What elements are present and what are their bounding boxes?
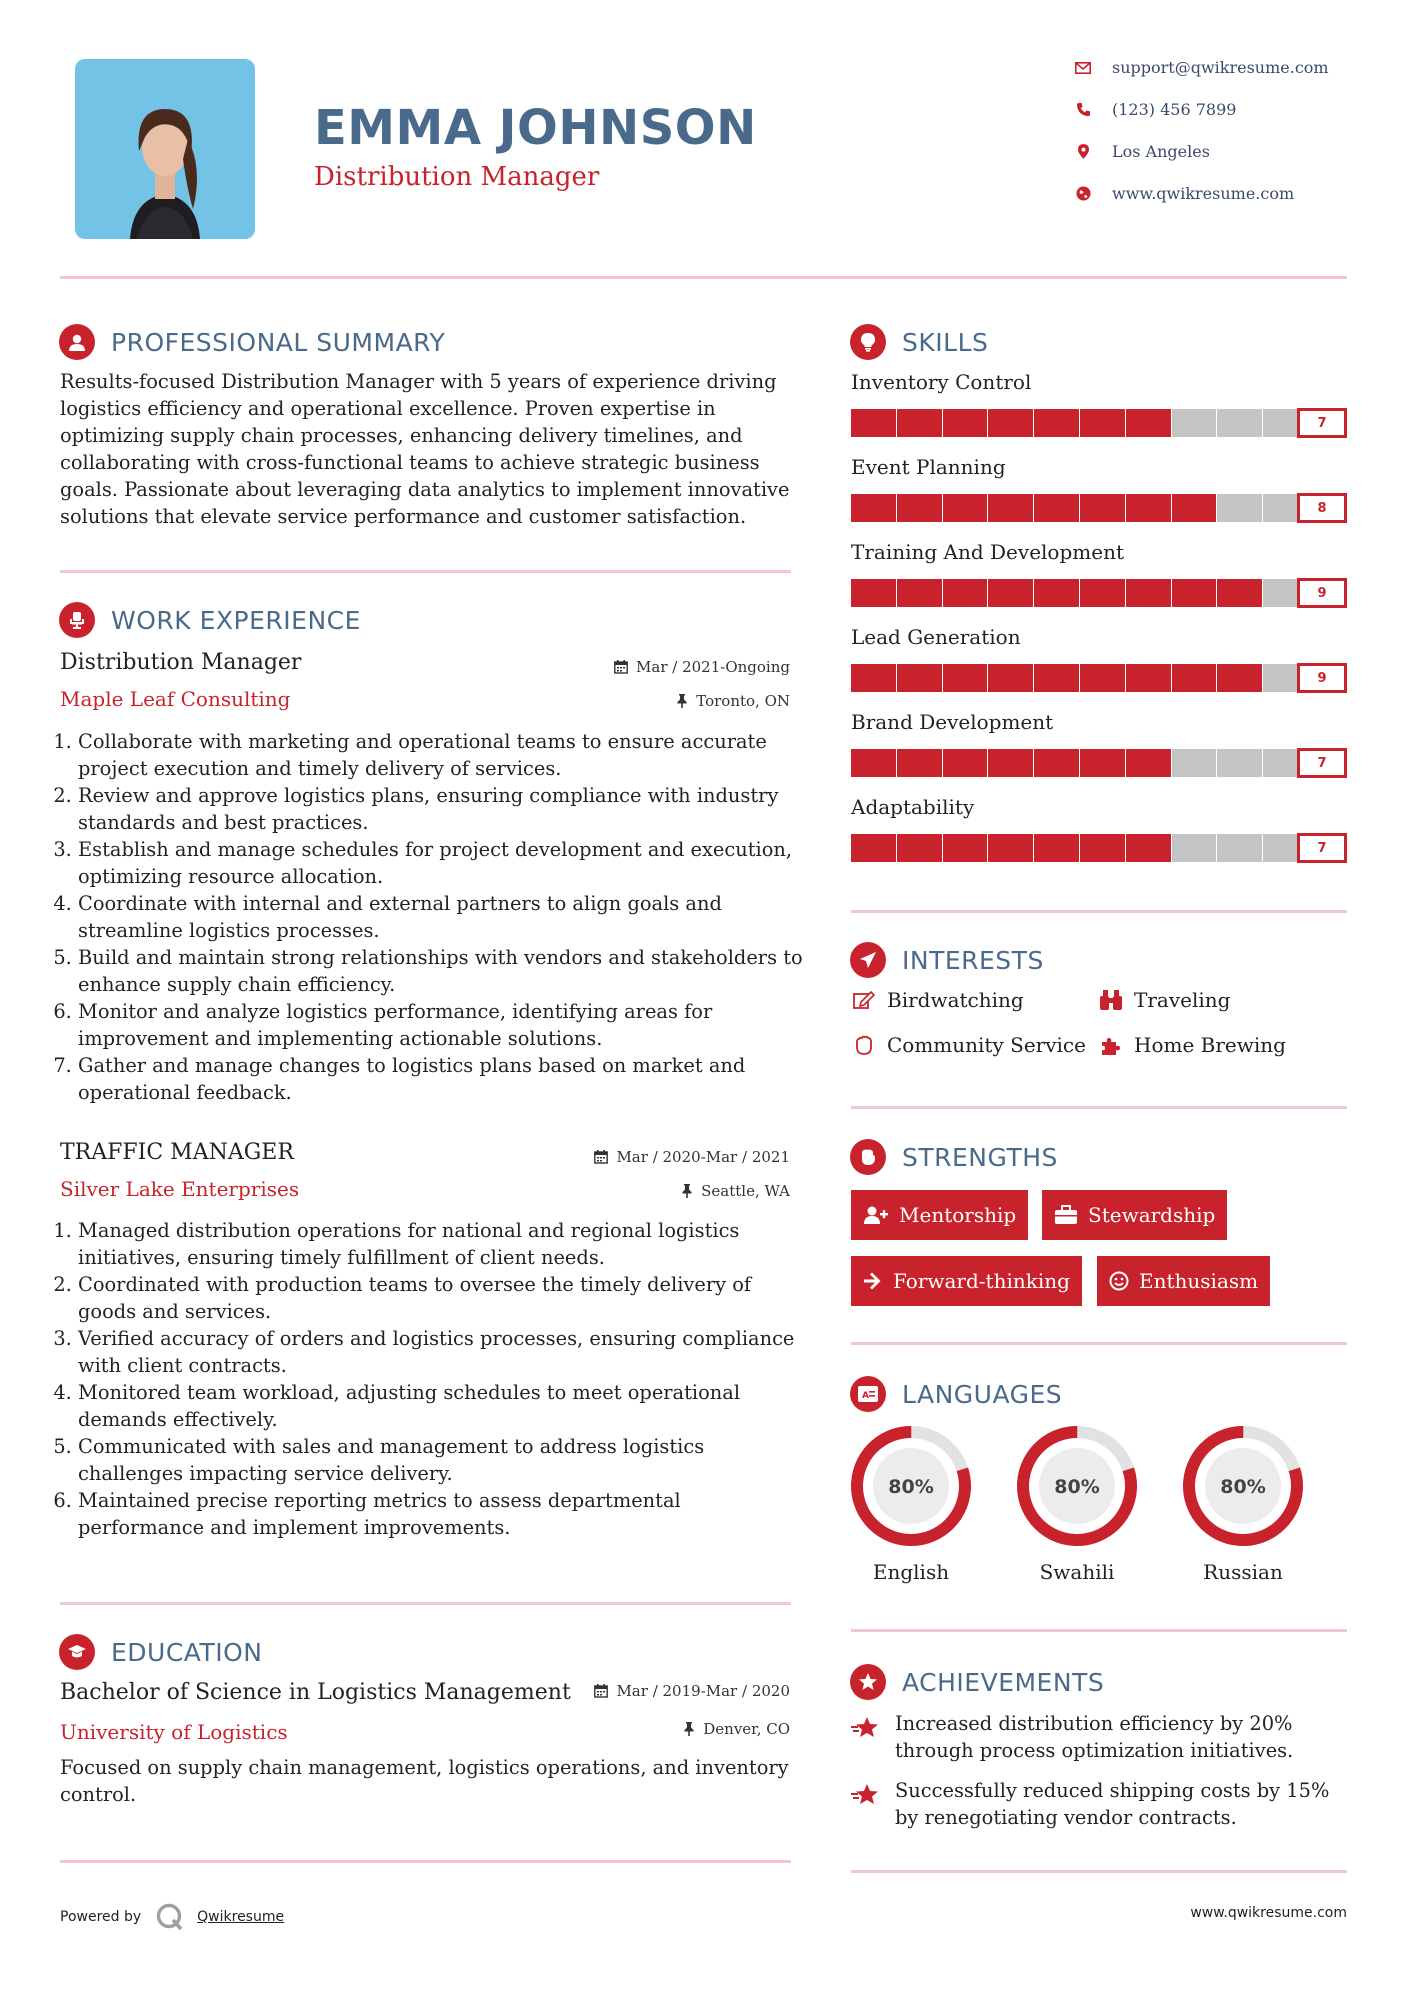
contact-website[interactable]: [1072, 184, 1294, 203]
skill-bar-segment: [988, 494, 1033, 522]
strengths-divider: [851, 1342, 1347, 1345]
skill-bar-segment: [943, 664, 988, 692]
footer-website-link[interactable]: www.qwikresume.com: [1190, 1905, 1347, 1921]
job-2-dates-text: Mar / 2020-Mar / 2021: [616, 1148, 790, 1166]
contact-email[interactable]: [1072, 58, 1329, 77]
achievement-text: Successfully reduced shipping costs by 15% by renegotiating vendor contracts.: [895, 1779, 1330, 1829]
skill-bar: [851, 493, 1347, 523]
interest-item: [1098, 1033, 1286, 1057]
skills-heading: [850, 324, 988, 360]
summary-heading: [59, 324, 445, 360]
star-badge-icon: [850, 1664, 886, 1700]
paper-plane-icon: [850, 942, 886, 978]
duty-item: 5. Communicated with sales and management to address logistics challenges impacting service delivery.: [78, 1433, 805, 1487]
job-2-company: Silver Lake Enterprises: [60, 1177, 300, 1201]
skill-name: Adaptability: [851, 795, 975, 819]
skill-bar-segment: [943, 579, 988, 607]
interest-item: [851, 1033, 1086, 1057]
translate-icon: [850, 1376, 886, 1412]
language-ring: [1015, 1424, 1139, 1548]
contact-phone-text: (123) 456 7899: [1112, 100, 1237, 119]
skill-bar-segment: [851, 579, 896, 607]
skill-bar-segment: [1034, 749, 1079, 777]
skill-bar-segment: [1217, 664, 1262, 692]
duty-item: 6. Monitor and analyze logistics performance, identifying areas for improvement and implementing actionable solutions.: [78, 998, 805, 1052]
strength-tag: [1042, 1190, 1227, 1240]
summary-divider: [60, 570, 791, 573]
language-name: English: [872, 1560, 950, 1584]
job-1-dates: [614, 658, 790, 676]
user-plus-icon: [863, 1205, 889, 1225]
skill-bar-segment: [1034, 579, 1079, 607]
skill-bar-segment: [1217, 749, 1262, 777]
interests-title: INTERESTS: [902, 945, 1044, 975]
profile-photo: [75, 59, 255, 239]
skill-bar-segment: [851, 494, 896, 522]
duty-item: 2. Coordinated with production teams to oversee the timely delivery of goods and services.: [78, 1271, 805, 1325]
skill-bar-segment: [897, 579, 942, 607]
skill-score: 8: [1297, 493, 1347, 523]
skill-name: Training And Development: [851, 540, 1124, 564]
job-2-title: TRAFFIC MANAGER: [60, 1140, 294, 1165]
strength-tag: [851, 1190, 1028, 1240]
job-1-company: Maple Leaf Consulting: [60, 687, 291, 711]
skills-divider: [851, 910, 1347, 913]
pushpin-icon: [676, 694, 688, 708]
duty-item: 4. Coordinate with internal and external partners to align goals and streamline logistics processes.: [78, 890, 805, 944]
skill-bar-segment: [1217, 834, 1262, 862]
header-divider: [60, 276, 1347, 279]
strength-tag: [851, 1256, 1082, 1306]
skill-bar-segment: [851, 749, 896, 777]
duty-item: 1. Managed distribution operations for national and regional logistics initiatives, ensuring timely fulfillment of client needs.: [78, 1217, 805, 1271]
skill-bar-segment: [897, 494, 942, 522]
skill-score: 7: [1297, 833, 1347, 863]
skill-bar-segment: [943, 409, 988, 437]
skill-bar-segment: [1217, 494, 1262, 522]
skill-bar-segment: [988, 409, 1033, 437]
calendar-icon: [594, 1150, 608, 1164]
education-heading: [59, 1634, 263, 1670]
skill-bar-segment: [988, 834, 1033, 862]
job-1-location-text: Toronto, ON: [696, 692, 790, 710]
skill-bar-segment: [943, 834, 988, 862]
candidate-title: Distribution Manager: [314, 162, 600, 192]
job-2-duties: [60, 1217, 805, 1541]
skill-bar-segment: [1080, 749, 1125, 777]
strength-tag: [1097, 1256, 1270, 1306]
skill-score: 9: [1297, 578, 1347, 608]
skill-bar-segment: [943, 494, 988, 522]
contact-website-text: www.qwikresume.com: [1112, 184, 1295, 203]
skill-bar-segment: [988, 579, 1033, 607]
interest-label: Birdwatching: [887, 988, 1024, 1012]
achievements-title: ACHIEVEMENTS: [902, 1667, 1105, 1697]
skill-bar-segment: [1080, 409, 1125, 437]
skill-bar-segment: [1080, 834, 1125, 862]
language-ring: [849, 1424, 973, 1548]
skill-score: 7: [1297, 748, 1347, 778]
powered-by-label: Powered by: [60, 1909, 142, 1925]
skill-bar-segment: [1080, 664, 1125, 692]
candidate-name: EMMA JOHNSON: [314, 100, 757, 156]
skill-name: Inventory Control: [851, 370, 1032, 394]
binoculars-icon: [1098, 989, 1124, 1011]
skill-bar-segment: [897, 834, 942, 862]
job-1-dates-text: Mar / 2021-Ongoing: [636, 658, 790, 676]
skill-bar-segment: [1080, 494, 1125, 522]
powered-by: [60, 1902, 284, 1932]
skill-bar-segment: [1172, 834, 1217, 862]
skill-bar-segment: [1172, 579, 1217, 607]
summary-title: PROFESSIONAL SUMMARY: [111, 327, 446, 357]
skill-bar-segment: [1126, 579, 1171, 607]
experience-title: WORK EXPERIENCE: [111, 605, 361, 635]
skill-bar-segment: [1172, 664, 1217, 692]
skill-score: 9: [1297, 663, 1347, 693]
education-title: EDUCATION: [111, 1637, 263, 1667]
education-dates: [594, 1682, 790, 1700]
education-school: University of Logistics: [60, 1720, 288, 1744]
skill-bar: [851, 408, 1347, 438]
skill-bar-segment: [851, 834, 896, 862]
strengths-title: STRENGTHS: [902, 1142, 1058, 1172]
calendar-icon: [594, 1684, 608, 1698]
contact-location: [1072, 142, 1210, 161]
job-2-location-text: Seattle, WA: [701, 1182, 790, 1200]
achievement-text: Increased distribution efficiency by 20% through process optimization initiatives.: [895, 1712, 1294, 1762]
achievements-divider: [851, 1870, 1347, 1873]
calendar-icon: [614, 660, 628, 674]
puzzle-icon: [1098, 1034, 1124, 1056]
skill-bar-segment: [897, 664, 942, 692]
interests-divider: [851, 1106, 1347, 1109]
skill-bar: [851, 578, 1347, 608]
strength-label: Mentorship: [899, 1203, 1017, 1227]
summary-text: Results-focused Distribution Manager with 5 years of experience driving logistics efficiency and operational excellence. Proven expertise in optimizing supply chain processes, enhancing delivery timelines, and collaborating with cross-functional teams to achieve strategic business goals. Passionate about leveraging data analytics to implement innovative solutions that elevate service performance and customer satisfaction.: [60, 370, 790, 528]
strengths-heading: [850, 1139, 1058, 1175]
languages-title: LANGUAGES: [902, 1379, 1063, 1409]
star-icon: [851, 1777, 885, 1831]
job-1-duties: [60, 728, 805, 1106]
achievements-heading: [850, 1664, 1104, 1700]
skill-bar-segment: [1034, 409, 1079, 437]
user-icon: [59, 324, 95, 360]
duty-item: 7. Gather and manage changes to logistics plans based on market and operational feedback.: [78, 1052, 805, 1106]
skill-score: 7: [1297, 408, 1347, 438]
skill-bar-segment: [1217, 409, 1262, 437]
skill-bar-segment: [988, 664, 1033, 692]
language-name: Swahili: [1039, 1560, 1115, 1584]
achievement-item: [851, 1777, 1351, 1831]
strength-label: Forward-thinking: [893, 1269, 1070, 1293]
language-item: [1015, 1424, 1139, 1584]
skill-bar: [851, 663, 1347, 693]
contact-phone[interactable]: [1072, 100, 1236, 119]
skill-bar-segment: [1034, 494, 1079, 522]
education-location: [683, 1720, 790, 1738]
hand-icon: [851, 1034, 877, 1056]
skill-bar-segment: [1172, 409, 1217, 437]
contact-location-text: Los Angeles: [1112, 142, 1210, 161]
language-percent: 80%: [1220, 1476, 1266, 1498]
skill-bar: [851, 748, 1347, 778]
experience-divider: [60, 1602, 791, 1605]
pencil-square-icon: [851, 990, 877, 1010]
lightbulb-icon: [850, 324, 886, 360]
language-percent: 80%: [888, 1476, 934, 1498]
skill-bar-segment: [988, 749, 1033, 777]
strength-label: Stewardship: [1088, 1203, 1216, 1227]
briefcase-icon: [1054, 1205, 1078, 1225]
skill-bar-segment: [1126, 834, 1171, 862]
job-2-location: [681, 1182, 790, 1200]
interest-item: [851, 988, 1024, 1012]
language-item: [1181, 1424, 1305, 1584]
skill-bar: [851, 833, 1347, 863]
duty-item: 3. Establish and manage schedules for project development and execution, optimizing resource allocation.: [78, 836, 805, 890]
map-pin-icon: [1072, 143, 1094, 161]
pushpin-icon: [681, 1184, 693, 1198]
interest-label: Home Brewing: [1134, 1033, 1286, 1057]
skill-bar-segment: [897, 409, 942, 437]
languages-heading: [850, 1376, 1062, 1412]
skill-bar-segment: [1126, 409, 1171, 437]
interest-item: [1098, 988, 1230, 1012]
envelope-icon: [1072, 59, 1094, 77]
job-1-location: [676, 692, 790, 710]
duty-item: 1. Collaborate with marketing and operational teams to ensure accurate project execution and timely delivery of services.: [78, 728, 805, 782]
job-1-title: Distribution Manager: [60, 650, 302, 675]
skill-name: Event Planning: [851, 455, 1006, 479]
skill-bar-segment: [1172, 749, 1217, 777]
qwikresume-link[interactable]: Qwikresume: [197, 1909, 285, 1925]
strength-label: Enthusiasm: [1139, 1269, 1259, 1293]
skill-name: Brand Development: [851, 710, 1054, 734]
languages-divider: [851, 1629, 1347, 1632]
pushpin-icon: [683, 1722, 695, 1736]
skill-bar-segment: [897, 749, 942, 777]
education-degree: Bachelor of Science in Logistics Management: [60, 1680, 571, 1705]
skill-bar-segment: [943, 749, 988, 777]
chair-icon: [59, 602, 95, 638]
job-2-dates: [594, 1148, 790, 1166]
qwikresume-logo-icon: [155, 1902, 185, 1932]
star-icon: [851, 1710, 885, 1764]
contact-email-text: support@qwikresume.com: [1112, 58, 1329, 77]
skill-bar-segment: [1126, 664, 1171, 692]
skill-bar-segment: [1217, 579, 1262, 607]
education-description: Focused on supply chain management, logistics operations, and inventory control.: [60, 1756, 789, 1806]
duty-item: 4. Monitored team workload, adjusting schedules to meet operational demands effectively.: [78, 1379, 805, 1433]
duty-item: 5. Build and maintain strong relationships with vendors and stakeholders to enhance supply chain efficiency.: [78, 944, 805, 998]
language-item: [849, 1424, 973, 1584]
graduation-icon: [59, 1634, 95, 1670]
arrow-right-icon: [863, 1272, 883, 1290]
skills-title: SKILLS: [902, 327, 989, 357]
skill-bar-segment: [851, 664, 896, 692]
svg-text:A: A: [862, 1391, 869, 1401]
interest-label: Community Service: [887, 1033, 1086, 1057]
duty-item: 2. Review and approve logistics plans, ensuring compliance with industry standards and best practices.: [78, 782, 805, 836]
education-location-text: Denver, CO: [703, 1720, 790, 1738]
skill-bar-segment: [1034, 834, 1079, 862]
skill-bar-segment: [851, 409, 896, 437]
globe-icon: [1072, 185, 1094, 203]
experience-heading: [59, 602, 361, 638]
education-dates-text: Mar / 2019-Mar / 2020: [616, 1682, 790, 1700]
skill-bar-segment: [1034, 664, 1079, 692]
interests-heading: [850, 942, 1044, 978]
language-ring: [1181, 1424, 1305, 1548]
interest-label: Traveling: [1134, 988, 1231, 1012]
fist-icon: [850, 1139, 886, 1175]
education-divider: [60, 1860, 791, 1863]
smile-icon: [1109, 1271, 1129, 1291]
achievement-item: [851, 1710, 1351, 1764]
language-name: Russian: [1203, 1560, 1283, 1584]
skill-bar-segment: [1126, 494, 1171, 522]
skill-bar-segment: [1080, 579, 1125, 607]
language-percent: 80%: [1054, 1476, 1100, 1498]
duty-item: 3. Verified accuracy of orders and logistics processes, ensuring compliance with client contracts.: [78, 1325, 805, 1379]
skill-bar-segment: [1126, 749, 1171, 777]
skill-bar-segment: [1172, 494, 1217, 522]
duty-item: 6. Maintained precise reporting metrics to assess departmental performance and implement improvements.: [78, 1487, 805, 1541]
skill-name: Lead Generation: [851, 625, 1021, 649]
phone-icon: [1072, 101, 1094, 119]
